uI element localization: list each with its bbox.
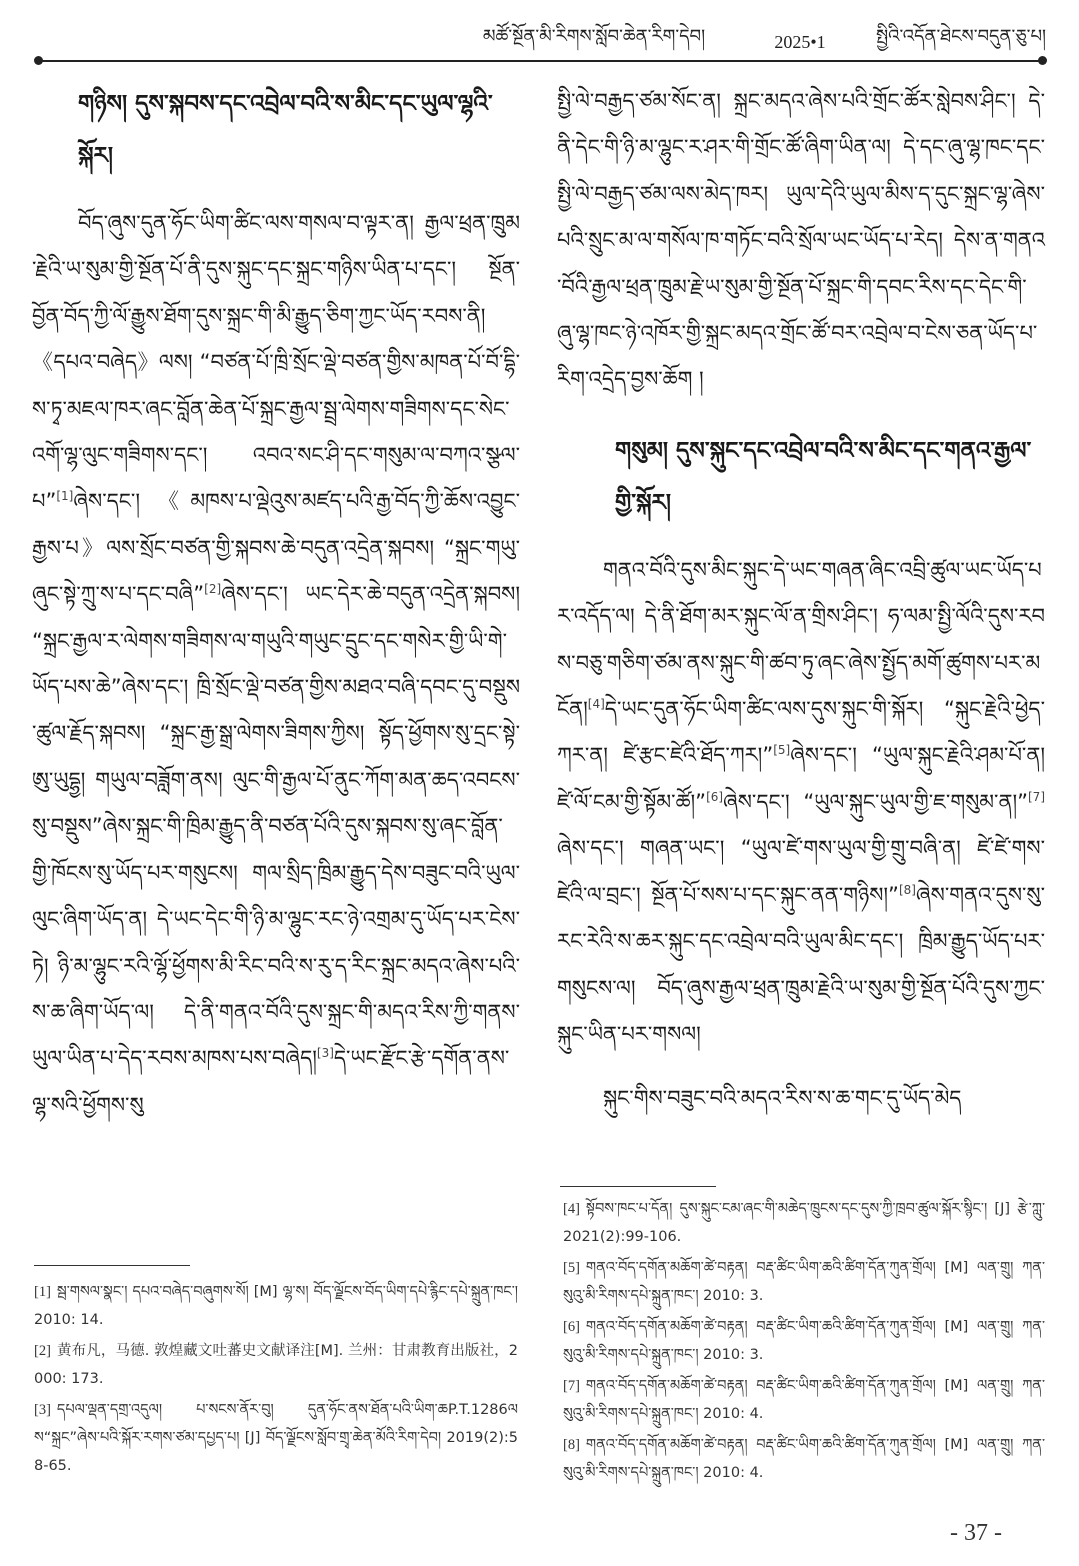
footnote-rule-right [560,1186,716,1187]
footnote-item [563,1372,1045,1428]
right-paragraph-2: སྐུང་གིས་བཟུང་བའི་མདའ་རིས་ས་ཆ་གང་དུ་ཡོད་མེད [603,1086,962,1111]
footnote-item [563,1195,1045,1251]
footnote-item [563,1431,1045,1487]
footnote-text: གནའ་བོད་དགོན་མཆོག་ཚེ་བརྟན། བརྡ་ཚིང་ཡིག་ཆའི་ཚིག་དོན་ཀུན་གྲོལ། [M] ལན་གྲུ། ཀན་སུའུ་མི་རིགས་དཔེ་སྐྲུན་ཁང་། 2010: 3. [563,1260,1045,1304]
paragraph-text: བོད་ཞུས་དུན་ཧོང་ཡིག་ཚིང་ལས་གསལ་བ་ལྟར་ན། རྒྱལ་ཕྲན་ཁྲུམ་རྗེའི་ཡ་སུམ་གྱི་སྔོན་པོ་ནི་དུས་སྐུང་དང་སྐྲང་གཉིས་ཡིན་པ་དང་། སྔོན་བྱོན་བོད་ཀྱི་ལོ་རྒྱུས་ཐོག་དུས་སྐྲང་གི་མི་རྒྱུད་ཅིག་ཀྱང་ཡོད་རབས་ནི། 《དཔའ་བཞེད》ལས། “བཙན་པོ་ཁྲི་སྲོང་ལྡེ་བཙན་གྱིས་མཁན་པོ་བོ་དྷི་ས་ཏྭ་མཇལ་ཁར་ཞང་བློན་ཆེན་པོ་སྐྲང་རྒྱལ་སྦྲ་ལེགས་གཟིགས་དང་སེང་འགོ་ལྷ་ལུང་གཟིགས་དང་། འབའ་སང་ཤི་དང་གསུམ་ལ་བཀའ་སྩལ་པ” [32,211,520,514]
right-paragraph-1 [557,547,1045,1057]
journal-title: མཚོ་སྔོན་མི་རིགས་སློབ་ཆེན་རིག་དེབ། [482,26,706,47]
paragraph-text: ཞེས་གནའ་དུས་སུ་རང་རེའི་ས་ཆར་སྐུང་དང་འབྲེལ་བའི་ཡུལ་མིང་དང་། ཁྲིམ་རྒྱུད་ཡོད་པར་གསུངས་ལ། བོད་ཞུས་རྒྱལ་ཕྲན་ཁྲུམ་རྗེའི་ཡ་སུམ་གྱི་སྔོན་པོའི་དུས་ཀྱང་སྐུང་ཡིན་པར་གསལ། [557,882,1045,1046]
paragraph-text: དེ་ཡང་རྫོང་རྩེ་དགོན་ནས་ལྷ་སའི་ཕྱོགས་སུ [32,1046,510,1117]
right-column [557,78,1045,1122]
footnote-text: གནའ་བོད་དགོན་མཆོག་ཚེ་བརྟན། བརྡ་ཚིང་ཡིག་ཆའི་ཚིག་དོན་ཀུན་གྲོལ། [M] ལན་གྲུ། ཀན་སུའུ་མི་རིགས་དཔེ་སྐྲུན་ཁང་། 2010: 4. [563,1437,1045,1481]
footnote-text: གནའ་བོད་དགོན་མཆོག་ཚེ་བརྟན། བརྡ་ཚིང་ཡིག་ཆའི་ཚིག་དོན་ཀུན་གྲོལ། [M] ལན་གྲུ། ཀན་སུའུ་མི་རིགས་དཔེ་སྐྲུན་ཁང་། 2010: 3. [563,1319,1045,1363]
footnote-number: [7] [563,1378,580,1394]
footnote-text: སྦ་གསལ་སྣང་། དཔའ་བཞེད་བཞུགས་སོ། [M] ལྷ་ས། བོད་ལྗོངས་བོད་ཡིག་དཔེ་རྙིང་དཔེ་སྐྲུན་ཁང་། 2010: 14. [34,1284,518,1328]
running-header [34,22,1046,62]
footnote-number: [5] [563,1260,580,1276]
footnote-item [563,1313,1045,1369]
footnotes-right [563,1195,1045,1490]
footnotes-left [34,1278,518,1483]
footnote-number: [2] [34,1343,51,1359]
footnote-number: [1] [34,1284,51,1300]
right-intro-paragraph: སྤྱི་ལེ་བརྒྱད་ཙམ་སོང་ན། སྐྲང་མདའ་ཞེས་པའི་གྲོང་ཚོར་སླེབས་ཤིང་། དེ་ནི་དེང་གི་ཉི་མ་ལྷུང་ར་ཤར་གི་གྲོང་ཚོ་ཞིག་ཡིན་ལ། དེ་དང་ཞུ་ལྷ་ཁང་དང་སྤྱི་ལེ་བརྒྱད་ཙམ་ལས་མེད་ཁར། ཡུལ་དེའི་ཡུལ་མིས་ད་དུང་སྐྲང་ལྷ་ཞེས་པའི་སྲུང་མ་ལ་གསོལ་ཁ་གཏོང་བའི་སྲོལ་ཡང་ཡོད་པ་རེད། དེས་ན་གནའ་བོའི་རྒྱལ་ཕྲན་ཁྲུམ་རྗེ་ཡ་སུམ་གྱི་སྔོན་པོ་སྐྲང་གི་དབང་རིས་དང་དེང་གི་ཞུ་ལྷ་ཁང་ཉེ་འཁོར་གྱི་སྐྲང་མདའ་གྲོང་ཚོ་བར་འབྲེལ་བ་ངེས་ཅན་ཡོད་པ་རིག་འདྲེད་བྱས་ཆོག ། [557,89,1045,392]
footnote-ref[interactable]: [3] [316,1046,334,1061]
paragraph-text: གནའ་བོའི་དུས་མིང་སྐུང་དེ་ཡང་གཞན་ཞིང་འབྲི་ཚུལ་ཡང་ཡོད་པར་འདོད་ལ། དེ་ནི་ཐོག་མར་སྐུང་ལོ་ན་གྲིས་ཤིང་། ཧ་ལམ་སྤྱི་ལོའི་དུས་རབས་བཅུ་གཅིག་ཙམ་ནས་སྐུང་གི་ཚབ་ཏུ་ཞང་ཞེས་སྤྱོད་མགོ་ཚུགས་པར་མངོན། [557,557,1045,722]
section-title-two: གཉིས། དུས་སྐབས་དང་འབྲེལ་བའི་ས་མིང་དང་ཡུལ་ལྷའི་སྐོར། [78,91,493,169]
footnote-ref[interactable]: [5] [773,743,791,758]
header-rule-right-dot [1038,56,1047,65]
footnote-ref[interactable]: [6] [706,789,724,804]
footnote-ref[interactable]: [7] [1028,789,1045,804]
paragraph-text: ཞེས་དང་། “ཡུལ་སྐུང་རྗེའི་ཤམ་པོ་ན། ཛེ་ལོ་ངམ་གྱི་སྟོམ་ཚོ།” [557,743,1045,814]
issue-number: 2025•1 [774,31,826,52]
left-column [32,78,520,1128]
paragraph-text: ཞེས་དང་། 《མཁས་པ་ལྡེའུས་མཛད་པའི་རྒྱ་བོད་ཀྱི་ཆོས་འབྱུང་རྒྱས་པ》ལས་སྲོང་བཙན་གྱི་སྐབས་ཆེ་བདུན་འདྲེན་སྐབས། “སྐྲང་གཡུ་ཞུང་སྟེ་ཀྲུ་ས་པ་དང་བཞི” [32,489,520,607]
footnote-item [34,1278,518,1334]
footnote-item [34,1396,518,1480]
footnote-number: [8] [563,1437,580,1453]
footnote-number: [3] [34,1402,51,1418]
paragraph-text: དེ་ཡང་དུན་ཧོང་ཡིག་ཚིང་ལས་དུས་སྐུང་གི་སྐོར། “སྐུང་རྗེའི་ཕྱེད་ཀར་ན། ཛེ་རྩང་ཛེའི་ཐོད་ཀར།” [557,697,1045,768]
footnote-text: སྟོབས་ཁང་པ་དོན། དུས་སྐུང་ངམ་ཞང་གི་མཆེད་ཁྲུངས་དང་དུས་ཀྱི་ཁྲབ་ཚུལ་སྐོར་སྙིང་། [J] རྩེ་ཀླུ་ 2021(2):99-106. [563,1201,1045,1245]
footnote-number: [6] [563,1319,580,1335]
page-number: - 37 - [950,1520,1002,1546]
footnote-text: 黄布凡，马德. 敦煌藏文吐蕃史文献译注[M]. 兰州：甘肃教育出版社，2000: 173. [34,1343,518,1387]
paragraph-text: ཞེས་དང་། “ཡུལ་སྐུང་ཡུལ་གྱི་ཇ་གསུམ་ན།” [723,789,1028,814]
footnote-ref[interactable]: [1] [56,489,74,504]
footnote-number: [4] [563,1201,580,1217]
footnote-ref[interactable]: [8] [898,882,916,897]
footnote-rule-left [34,1265,190,1266]
footnote-text: གནའ་བོད་དགོན་མཆོག་ཚེ་བརྟན། བརྡ་ཚིང་ཡིག་ཆའི་ཚིག་དོན་ཀུན་གྲོལ། [M] ལན་གྲུ། ཀན་སུའུ་མི་རིགས་དཔེ་སྐྲུན་ཁང་། 2010: 4. [563,1378,1045,1422]
footnote-ref[interactable]: [4] [587,697,605,712]
paragraph-text: ཞེས་དང་། ཡང་དེར་ཆེ་བདུན་འདྲེན་སྐབས། “སྐྲང་རྒྱལ་ར་ལེགས་གཟིགས་ལ་གཡུའི་གཡུང་དྲུང་དང་གསེར་གྱི་ཡི་གེ་ཡོད་པས་ཆེ”ཞེས་དང་། ཁྲི་སྲོང་ལྡེ་བཙན་གྱིས་མཐའ་བཞི་དབང་དུ་བསྡུས་ཚུལ་རྗོད་སྐབས། “སྐྲང་རྒྱ་སྒྲ་ལེགས་ཟིགས་ཀྱིས། སྟོད་ཕྱོགས་སུ་དྲང་སྟེ་ཨུ་ཡུདྷྱ། གཡུལ་བཟློག་ནས། ལུང་གི་རྒྱལ་པོ་ནུང་ཀོག་མན་ཆད་འབངས་སུ་བསྡུས”ཞེས་སྐྲང་གི་ཁྲིམ་རྒྱུད་ནི་བཙན་པོའི་དུས་སྐབས་སུ་ཞང་བློན་གྱི་ཁོངས་སུ་ཡོད་པར་གསུངས། གལ་སྲིད་ཁྲིམ་རྒྱུད་དེས་བཟུང་བའི་ཡུལ་ལུང་ཞིག་ཡོད་ན། དེ་ཡང་དེང་གི་ཉི་མ་ལྷུང་རང་ཉེ་འགྲམ་དུ་ཡོད་པར་ངེས་ཏེ། ཉི་མ་ལྷུང་རའི་ལྷོ་ཕྱོགས་མི་རིང་བའི་ས་རུ་ད་རིང་སྐྲང་མདའ་ཞེས་པའི་ས་ཆ་ཞིག་ཡོད་ལ། དེ་ནི་གནའ་བོའི་དུས་སྐྲང་གི་མདའ་རིས་ཀྱི་གནས་ཡུལ་ཡིན་པ་དེད་རབས་མཁས་པས་བཞེད། [32,582,520,1071]
issue-section-title: སྤྱིའི་འདོན་ཐེངས་བདུན་ཅུ་པ། [876,26,1046,47]
footnote-item [34,1337,518,1393]
section-title-three: གསུམ། དུས་སྐུང་དང་འབྲེལ་བའི་ས་མིང་དང་གནའ་རྒྱལ་གྱི་སྐོར། [615,437,1032,516]
left-paragraph-1 [32,200,520,1128]
footnote-item [563,1254,1045,1310]
header-rule [40,60,1040,62]
paragraph-text: ཞེས་དང་། གཞན་ཡང་། “ཡུལ་ཛེ་གས་ཡུལ་གྱི་གྲུ་བཞི་ན། ཛེ་ཛེ་གས་ཛེའི་ལ་བྲང་། སྔོན་པོ་སས་པ་དང་སྐུང་ནན་གཉིས།” [557,836,1045,907]
footnote-text: དཔལ་ལྡན་དགྲ་འདུལ། པ་སངས་ནོར་བུ། དུན་ཧོང་ནས་ཐོན་པའི་ཡིག་ཆP.T.1286ལས“སྐྲང”ཞེས་པའི་སྐོར་རགས་ཙམ་དཔྱད་པ། [J] བོད་ལྗོངས་སློབ་གྲྭ་ཆེན་མོའི་རིག་དེབ། 2019(2):58-65. [34,1402,518,1474]
footnote-ref[interactable]: [2] [204,582,222,597]
